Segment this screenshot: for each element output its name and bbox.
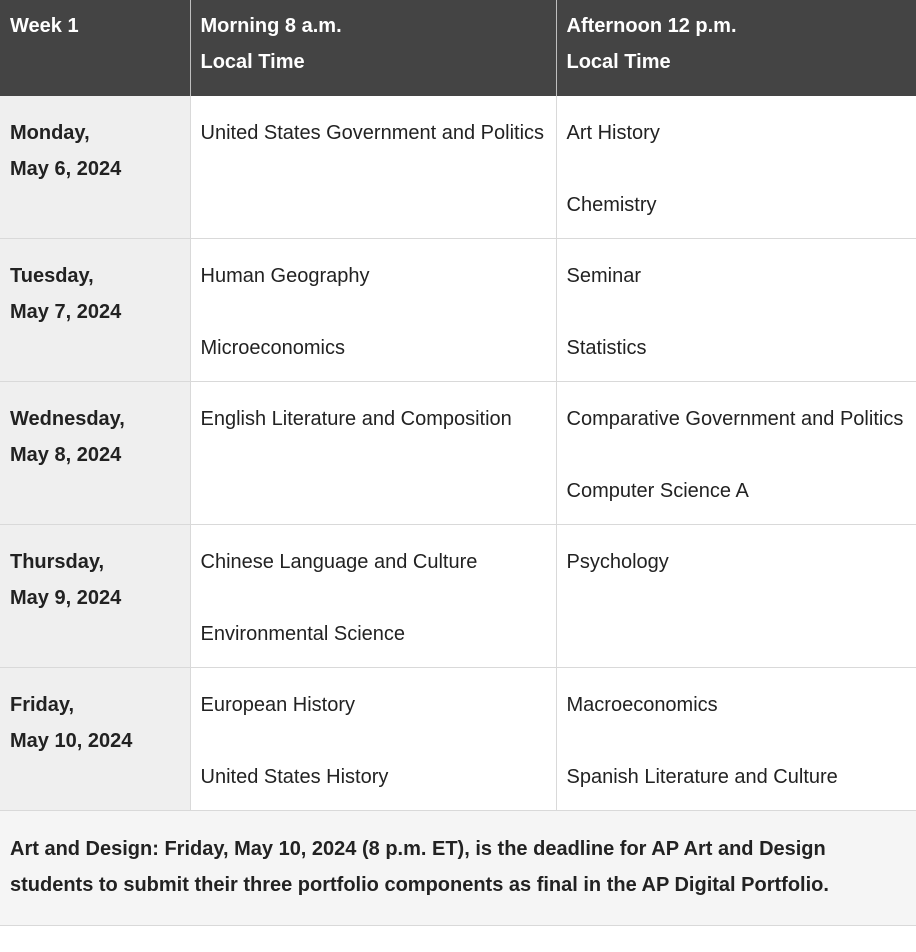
day-cell (0, 96, 190, 239)
day-date: May 10, 2024 (10, 730, 133, 752)
exam-name: European History (200, 694, 356, 716)
exam-name: Microeconomics (200, 337, 345, 359)
day-cell (0, 239, 190, 382)
exam-name: Art History (566, 122, 660, 144)
exam-name: Chemistry (566, 194, 657, 216)
exam-name: Computer Science A (566, 480, 749, 502)
header-morning-zone: Local Time (200, 51, 305, 73)
day-cell (0, 525, 190, 668)
header-week (0, 0, 190, 96)
exam-name: Psychology (566, 551, 669, 573)
exam-name: Chinese Language and Culture (200, 551, 478, 573)
header-morning (190, 0, 556, 96)
day-name: Thursday, (10, 551, 105, 573)
exam-name: United States History (200, 766, 389, 788)
day-date: May 8, 2024 (10, 444, 122, 466)
exam-name: Human Geography (200, 265, 370, 287)
table-row (0, 382, 916, 525)
day-date: May 9, 2024 (10, 587, 122, 609)
afternoon-cell (556, 525, 916, 668)
exam-name: Macroeconomics (566, 694, 718, 716)
table-header (0, 0, 916, 96)
exam-name: Environmental Science (200, 623, 406, 645)
morning-cell (190, 525, 556, 668)
afternoon-cell (556, 668, 916, 811)
exam-name: United States Government and Politics (200, 122, 545, 144)
afternoon-cell (556, 96, 916, 239)
afternoon-cell (556, 239, 916, 382)
day-cell (0, 382, 190, 525)
morning-cell (190, 96, 556, 239)
table-row (0, 525, 916, 668)
exam-name: Statistics (566, 337, 647, 359)
exam-name: Spanish Literature and Culture (566, 766, 838, 788)
header-morning-time: Morning 8 a.m. (200, 15, 342, 37)
day-name: Friday, (10, 694, 75, 716)
table-row (0, 96, 916, 239)
exam-name: Seminar (566, 265, 641, 287)
day-name: Wednesday, (10, 408, 125, 430)
art-design-deadline-note: Art and Design: Friday, May 10, 2024 (8 p.m. ET), is the deadline for AP Art and Design students to submit their three portfolio components as final in the AP Digital Portfolio. (0, 811, 916, 926)
header-afternoon (556, 0, 916, 96)
morning-cell (190, 382, 556, 525)
day-name: Tuesday, (10, 265, 94, 287)
table-body (0, 96, 916, 811)
header-afternoon-time: Afternoon 12 p.m. (566, 15, 737, 37)
table-row (0, 668, 916, 811)
header-row (0, 0, 916, 96)
day-date: May 7, 2024 (10, 301, 122, 323)
header-week-label: Week 1 (10, 15, 79, 37)
day-cell (0, 668, 190, 811)
day-name: Monday, (10, 122, 90, 144)
exam-name: English Literature and Composition (200, 408, 512, 430)
morning-cell (190, 239, 556, 382)
header-afternoon-zone: Local Time (566, 51, 671, 73)
table-row (0, 239, 916, 382)
afternoon-cell (556, 382, 916, 525)
day-date: May 6, 2024 (10, 158, 122, 180)
morning-cell (190, 668, 556, 811)
exam-name: Comparative Government and Politics (566, 408, 904, 430)
